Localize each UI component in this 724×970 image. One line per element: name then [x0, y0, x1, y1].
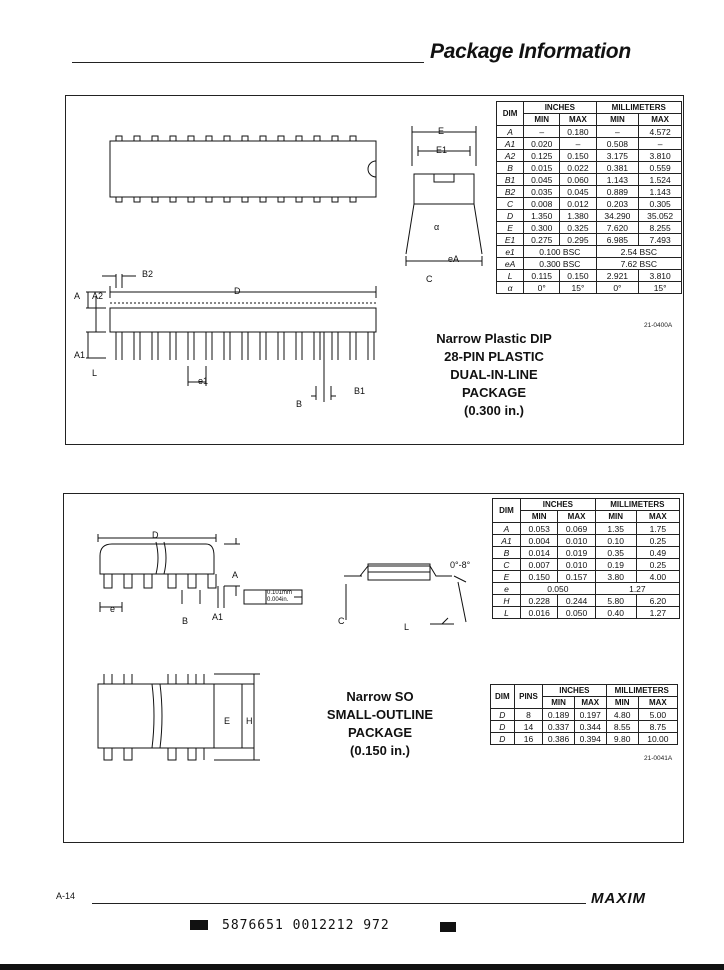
- dip-side-view: [86, 274, 376, 402]
- brand-logo: MAXIM: [591, 890, 646, 907]
- col-dim: DIM: [493, 499, 521, 523]
- table-row: e 0.050 1.27: [493, 583, 680, 595]
- so-package-label: Narrow SO SMALL-OUTLINE PACKAGE (0.150 in.): [326, 689, 434, 758]
- dip-dim-B2: B2: [142, 269, 154, 279]
- col-max: MAX: [558, 511, 595, 523]
- dip-dim-L: L: [92, 368, 98, 378]
- table-row: C 0.007 0.010 0.19 0.25: [493, 559, 680, 571]
- table-row: B1 0.045 0.060 1.143 1.524: [497, 174, 682, 186]
- table-row: L 0.016 0.050 0.40 1.27: [493, 607, 680, 619]
- so-dim-C: C: [338, 616, 345, 626]
- col-min: MIN: [606, 697, 638, 709]
- so-dim-e: e: [110, 604, 116, 614]
- table-row: D 8 0.189 0.197 4.80 5.00: [491, 709, 678, 721]
- so-dim-D: D: [152, 530, 159, 540]
- dip-package-panel: [65, 95, 684, 445]
- table-row: A2 0.125 0.150 3.175 3.810: [497, 150, 682, 162]
- table-row: E 0.300 0.325 7.620 8.255: [497, 222, 682, 234]
- footer-rule: [92, 903, 586, 904]
- dip-dim-C: C: [426, 274, 433, 284]
- dip-package-label: Narrow Plastic DIP 28-PIN PLASTIC DUAL-IN-LINE PACKAGE (0.300 in.): [436, 331, 552, 418]
- table-row: A1 0.004 0.010 0.10 0.25: [493, 535, 680, 547]
- dip-dim-A2: A2: [92, 291, 104, 301]
- dip-dim-A: A: [74, 291, 81, 301]
- so-dim-H: H: [246, 716, 253, 726]
- table-row: A – 0.180 – 4.572: [497, 126, 682, 138]
- dip-dim-E: E: [438, 126, 445, 136]
- so-drawing-number: 21-0041A: [644, 755, 673, 762]
- so-package-panel: [63, 493, 684, 843]
- header-rule: [72, 62, 424, 63]
- col-max: MAX: [560, 114, 596, 126]
- table-row: B2 0.035 0.045 0.889 1.143: [497, 186, 682, 198]
- barcode-mark-left: [190, 920, 208, 930]
- col-dim: DIM: [497, 102, 524, 126]
- col-min: MIN: [596, 114, 639, 126]
- col-min: MIN: [524, 114, 560, 126]
- so-tolerance-mm: 0.101mm: [267, 590, 293, 596]
- table-row: E 0.150 0.157 3.80 4.00: [493, 571, 680, 583]
- col-inches: INCHES: [520, 499, 595, 511]
- so-top-view: [98, 674, 260, 760]
- col-min: MIN: [520, 511, 557, 523]
- col-min: MIN: [543, 697, 575, 709]
- table-row: D 14 0.337 0.344 8.55 8.75: [491, 721, 678, 733]
- dip-dim-A1: A1: [74, 350, 86, 360]
- col-max: MAX: [636, 511, 679, 523]
- so-dim-angle: 0°-8°: [450, 560, 471, 570]
- dip-dim-alpha: α: [434, 222, 440, 232]
- dip-top-view-body: [110, 141, 376, 197]
- col-mm: MILLIMETERS: [596, 102, 681, 114]
- table-row: E1 0.275 0.295 6.985 7.493: [497, 234, 682, 246]
- col-inches: INCHES: [524, 102, 596, 114]
- dip-dimension-table: [496, 101, 682, 294]
- so-end-view: [344, 564, 466, 624]
- so-dim-B: B: [182, 616, 189, 626]
- table-row: D 1.350 1.380 34.290 35.052: [497, 210, 682, 222]
- dip-dim-B1: B1: [354, 386, 366, 396]
- so-dim-A1: A1: [212, 612, 224, 622]
- scan-edge: [0, 964, 724, 970]
- table-row: D 16 0.386 0.394 9.80 10.00: [491, 733, 678, 745]
- col-max: MAX: [638, 697, 677, 709]
- table-row: eA 0.300 BSC 7.62 BSC: [497, 258, 682, 270]
- table-row: A1 0.020 – 0.508 –: [497, 138, 682, 150]
- col-dim: DIM: [491, 685, 515, 709]
- table-row: L 0.115 0.150 2.921 3.810: [497, 270, 682, 282]
- barcode-mark-right: [440, 922, 456, 932]
- dip-drawing-number: 21-0400A: [644, 322, 673, 329]
- col-pins: PINS: [514, 685, 543, 709]
- table-row: A 0.053 0.069 1.35 1.75: [493, 523, 680, 535]
- dip-dim-E1: E1: [436, 145, 448, 155]
- table-row: C 0.008 0.012 0.203 0.305: [497, 198, 682, 210]
- col-inches: INCHES: [543, 685, 606, 697]
- dip-dim-eA: eA: [448, 254, 460, 264]
- so-tolerance-in: 0.004in.: [267, 597, 289, 603]
- col-mm: MILLIMETERS: [595, 499, 679, 511]
- col-min: MIN: [595, 511, 636, 523]
- table-row: α 0° 15° 0° 15°: [497, 282, 682, 294]
- page-title: Package Information: [430, 40, 631, 63]
- so-dim-L: L: [404, 622, 410, 632]
- table-row: B 0.014 0.019 0.35 0.49: [493, 547, 680, 559]
- dip-top-pins: [116, 136, 356, 202]
- col-mm: MILLIMETERS: [606, 685, 677, 697]
- table-row: e1 0.100 BSC 2.54 BSC: [497, 246, 682, 258]
- page-number: A-14: [56, 891, 76, 901]
- col-max: MAX: [639, 114, 682, 126]
- dip-dim-D: D: [234, 286, 241, 296]
- dip-dim-B: B: [296, 399, 303, 409]
- col-max: MAX: [574, 697, 606, 709]
- dip-dim-e1: e1: [198, 376, 209, 386]
- so-dim-A: A: [232, 570, 239, 580]
- table-row: B 0.015 0.022 0.381 0.559: [497, 162, 682, 174]
- so-dim-E: E: [224, 716, 231, 726]
- so-pins-table: [490, 684, 678, 745]
- so-dimension-table: [492, 498, 680, 619]
- barcode-number: 5876651 0012212 972: [222, 918, 390, 933]
- table-row: H 0.228 0.244 5.80 6.20: [493, 595, 680, 607]
